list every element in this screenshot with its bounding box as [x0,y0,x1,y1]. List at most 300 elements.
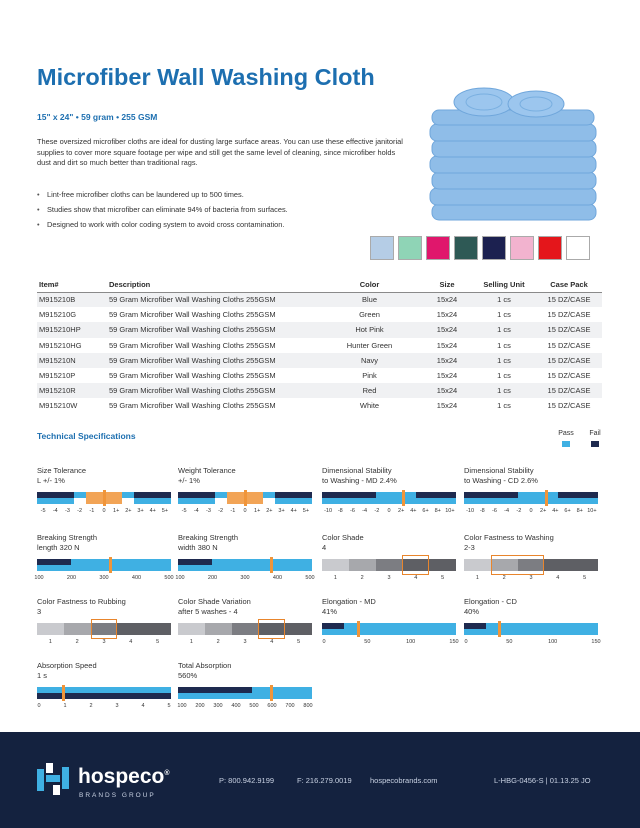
spec-highlight [91,619,118,639]
spec-tick-label: 500 [305,575,315,581]
spec-highlight [491,555,545,575]
column-header: Case Pack [536,277,602,292]
spec-tick-label: 5 [297,639,301,645]
color-swatch [510,236,534,260]
feature-item: • Lint-free microfiber cloths can be laundered up to 500 times. [37,190,409,205]
table-cell: M915210HP [37,322,107,337]
spec-label-value: L +/- 1% [37,476,65,485]
spec-tick-label: 800 [303,703,313,709]
spec-tick-label: 3+ [278,508,285,514]
spec-tick-label: 100 [34,575,44,581]
spec-tick-label: 500 [164,575,174,581]
spec-label-value: 4 [322,543,327,552]
spec-tick-label: 5+ [302,508,310,514]
spec-gauge [178,597,312,657]
table-cell: 1 cs [497,340,511,350]
table-cell: 1 cs [472,292,536,307]
spec-bar-segment [37,693,171,699]
column-header: Selling Unit [472,277,536,292]
spec-label-value: length 320 N [37,543,80,552]
spec-tick-label: 3 [243,639,247,645]
spec-bar-segment [322,629,456,635]
spec-tick-label: 400 [272,575,283,581]
spec-bar-segment [464,629,598,635]
spec-bar-segment [71,559,172,565]
spec-tick-label: -4 [362,508,368,514]
spec-gauge [37,466,171,526]
spec-label-line: Absorption Speed [37,661,97,670]
spec-tick-label: 5+ [161,508,169,514]
table-cell: 59 Gram Microfiber Wall Washing Cloths 255GSM [107,353,317,368]
table-row [37,353,602,368]
spec-label [37,661,97,681]
spec-bar-segment [518,492,558,504]
table-cell: 15x24 [422,383,472,398]
column-header: Item# [37,277,107,292]
table-cell: 59 Gram Microfiber Wall Washing Cloths 255GSM [109,310,276,320]
spec-marker [545,490,548,506]
spec-tick-label: -10 [324,508,333,514]
table-cell: M915210P [39,371,76,381]
spec-tick-label: 8+ [434,508,441,514]
spec-bar [37,687,171,699]
spec-bar [37,623,171,635]
spec-gauge [178,466,312,526]
table-row [37,338,602,353]
color-swatch [454,236,478,260]
spec-tick-label: 5 [167,703,171,709]
spec-label [322,466,397,486]
spec-bar-segment [205,623,232,635]
spec-label [37,466,86,486]
spec-bar-segment [144,623,171,635]
spec-bar-segment [61,498,73,504]
spec-ticks [34,575,174,583]
color-swatches [370,236,590,260]
spec-bar [322,623,456,635]
spec-bar [178,559,312,571]
spec-label [464,597,517,617]
product-description: These oversized microfiber cloths are ideal for dusting large surface areas. You can use these effective janitorial supplies to cover more square footage per wipe and still get the same level of cleaning, since microfiber holds dust and dirt so much better than traditional rags. [37,137,403,168]
table-cell: Hunter Green [346,340,393,350]
spec-tick-label: -4 [193,508,199,514]
spec-tick-label: -2 [374,508,380,514]
spec-marker [62,685,65,701]
spec-tick-label: 0 [37,703,41,709]
spec-label-line: Dimensional Stability [322,466,392,475]
feature-list [37,190,409,235]
product-photo [424,82,604,230]
spec-tick-label: 200 [195,703,205,709]
spec-bar-segment [416,498,456,504]
spec-marker [402,490,405,506]
spec-tick-label: 4 [129,639,133,645]
spec-tick-label: 1+ [254,508,261,514]
spec-tick-label: -4 [52,508,58,514]
spec-label [37,533,97,553]
spec-label [178,661,231,681]
table-cell: 15x24 [436,401,458,411]
spec-label [322,597,376,617]
spec-bar-segment [49,498,61,504]
spec-tick-label: 2+ [398,508,405,514]
table-cell: Red [317,383,422,398]
spec-tick-label: -5 [40,508,46,514]
spec-bar-segment [64,623,91,635]
spec-bar-segment [300,498,312,504]
spec-tick-label: 1 [189,639,193,645]
spec-ticks [37,703,171,711]
spec-tick-label: 700 [285,703,295,709]
table-cell: 1 cs [472,353,536,368]
spec-tick-label: 8+ [576,508,583,514]
footer-website[interactable]: hospecobrands.com [370,776,438,785]
footer-fax: F: 216.279.0019 [297,776,352,785]
spec-ticks [178,508,312,516]
spec-bar-segment [322,498,376,504]
legend-fail-swatch [591,441,599,447]
spec-tick-label: 100 [406,639,416,645]
table-cell: White [359,401,380,411]
spec-marker [498,621,501,637]
spec-gauge [175,533,315,593]
spec-tick-label: 1 [475,575,479,581]
spec-tick-label: -2 [77,508,83,514]
spec-bar-segment [178,623,205,635]
spec-tick-label: 150 [449,639,459,645]
spec-ticks [464,508,598,516]
spec-bar-segment [486,623,598,629]
spec-bar-segment [376,559,403,571]
spec-label-line: Breaking Strength [178,533,239,542]
spec-tick-label: 1+ [113,508,120,514]
spec-label-value: 2-3 [464,543,475,552]
spec-ticks [322,508,456,516]
spec-tick-label: 5 [583,575,587,581]
table-cell: 15 DZ/CASE [536,322,602,337]
spec-ticks [322,575,456,583]
color-swatch [370,236,394,260]
spec-tick-label: 2 [502,575,506,581]
spec-tick-label: 300 [99,575,109,581]
spec-ticks [178,703,312,711]
spec-bar-segment [37,565,171,571]
page-title: Microfiber Wall Washing Cloth [37,64,375,90]
spec-tick-label: 4+ [149,508,156,514]
brand-name: hospeco® [78,765,170,788]
spec-ticks [464,575,598,583]
spec-marker [357,621,360,637]
spec-bar-segment [263,492,275,498]
spec-tick-label: 100 [175,575,185,581]
spec-label-value: to Washing - MD 2.4% [322,476,397,485]
table-cell: M915210N [37,353,107,368]
table-cell: 15 DZ/CASE [547,340,591,350]
spec-label-value: 560% [178,671,198,680]
table-cell: 1 cs [472,322,536,337]
spec-bar-segment [429,559,456,571]
spec-bar [178,623,312,635]
spec-tick-label: 1 [333,575,337,581]
spec-label-value: 41% [322,607,338,616]
footer-phone: P: 800.942.9199 [219,776,275,785]
specs-title: Technical Specifications [37,431,136,441]
spec-tick-label: 300 [213,703,223,709]
spec-tick-label: 0 [243,508,247,514]
spec-tick-label: 100 [548,639,558,645]
spec-ticks [175,575,315,583]
spec-tick-label: 2 [360,575,364,581]
spec-gauge [322,466,456,526]
spec-bar-segment [349,559,376,571]
spec-gauge [464,466,598,526]
footer [0,732,640,828]
spec-tick-label: 4 [270,639,274,645]
spec-tick-label: 4 [556,575,560,581]
spec-tick-label: -8 [479,508,485,514]
brand-subtitle: BRANDS GROUP [79,792,156,799]
spec-tick-label: 2+ [540,508,547,514]
spec-marker [270,557,273,573]
color-swatch [538,236,562,260]
spec-ticks [37,639,171,647]
color-swatch [426,236,450,260]
table-cell: 15x24 [422,353,472,368]
spec-bar-segment [190,498,202,504]
spec-tick-label: -2 [516,508,522,514]
footer-doc-code: L-HBG-0456-S | 01.13.25 JO [494,776,591,785]
spec-label [178,533,238,553]
spec-label [178,466,236,486]
spec-bar-segment [134,498,146,504]
table-cell: 15x24 [422,292,472,307]
spec-tick-label: 0 [102,508,106,514]
spec-tick-label: 50 [506,639,513,645]
table-cell: 15x24 [436,371,458,381]
spec-bar-segment [215,492,227,498]
spec-tick-label: 5 [156,639,160,645]
table-cell: 15 DZ/CASE [536,353,602,368]
spec-bar-segment [202,498,214,504]
spec-bar [464,559,598,571]
table-row [37,292,602,307]
spec-label-line: Size Tolerance [37,466,87,475]
spec-bar-segment [285,623,312,635]
table-row [37,383,602,398]
spec-label-line: Color Shade [322,533,364,542]
spec-tick-label: 0 [387,508,391,514]
table-row [37,307,602,322]
spec-tick-label: 0 [529,508,533,514]
spec-tick-label: 0 [464,639,468,645]
spec-tick-label: 5 [441,575,445,581]
spec-tick-label: 200 [66,575,77,581]
spec-bar [322,559,456,571]
spec-tick-label: 2 [75,639,79,645]
spec-tick-label: 50 [364,639,371,645]
spec-tick-label: 3+ [137,508,144,514]
spec-tick-label: 3 [102,639,106,645]
spec-bar-segment [464,498,518,504]
table-cell: 59 Gram Microfiber Wall Washing Cloths 255GSM [107,292,317,307]
spec-gauge [178,661,312,721]
spec-ticks [322,639,459,647]
spec-tick-label: 3 [115,703,119,709]
hospeco-logo-icon [37,763,69,795]
legend-fail [584,430,606,447]
spec-bar-segment [74,492,86,498]
spec-label-line: Weight Tolerance [178,466,236,475]
spec-label-line: Elongation - MD [322,597,376,606]
spec-tick-label: 4+ [410,508,417,514]
table-cell: 15 DZ/CASE [536,292,602,307]
spec-tick-label: -1 [230,508,236,514]
spec-label-line: Color Shade Variation [178,597,251,606]
table-cell: 59 Gram Microfiber Wall Washing Cloths 255GSM [109,401,276,411]
table-cell: Hot Pink [317,322,422,337]
spec-tick-label: 3 [529,575,533,581]
spec-marker [244,490,247,506]
spec-tick-label: 300 [240,575,250,581]
spec-tick-label: -6 [350,508,355,514]
spec-label-value: +/- 1% [178,476,200,485]
spec-tick-label: 2+ [125,508,132,514]
table-cell: 59 Gram Microfiber Wall Washing Cloths 255GSM [109,371,276,381]
spec-bar-segment [232,623,259,635]
spec-bar-segment [212,559,313,565]
spec-tick-label: 2+ [266,508,273,514]
spec-tick-label: 3 [387,575,391,581]
spec-tick-label: 500 [249,703,259,709]
spec-bar [464,623,598,635]
spec-label-value: 40% [464,607,480,616]
spec-marker [109,557,112,573]
spec-bar-segment [117,623,144,635]
spec-bar-segment [544,559,571,571]
table-cell: 1 cs [497,310,511,320]
spec-label-line: Dimensional Stability [464,466,534,475]
spec-label-line: Color Fastness to Rubbing [37,597,126,606]
spec-bar [178,492,312,504]
column-header: Description [107,277,317,292]
spec-tick-label: -5 [181,508,187,514]
table-cell: 59 Gram Microfiber Wall Washing Cloths 255GSM [107,383,317,398]
spec-gauge [464,597,601,657]
table-row [37,398,602,413]
spec-tick-label: 100 [177,703,187,709]
table-cell: Green [359,310,380,320]
spec-tick-label: 0 [322,639,326,645]
legend-fail-label: Fail [589,430,601,437]
spec-label [178,597,251,617]
spec-bar-segment [252,687,312,693]
legend-pass-swatch [562,441,570,447]
spec-bar-segment [147,498,159,504]
spec-ticks [464,639,601,647]
spec-tick-label: -3 [206,508,211,514]
spec-tick-label: 4+ [552,508,559,514]
spec-bar [464,492,598,504]
table-cell: Blue [317,292,422,307]
color-swatch [482,236,506,260]
spec-label-line: Color Fastness to Washing [464,533,554,542]
spec-tick-label: 4+ [290,508,297,514]
spec-label-value: 1 s [37,671,48,680]
table-cell: M915210R [37,383,107,398]
table-cell: 59 Gram Microfiber Wall Washing Cloths 255GSM [107,322,317,337]
spec-gauge [37,661,171,721]
table-cell: 1 cs [497,401,511,411]
spec-bar-segment [464,559,491,571]
spec-bar-segment [571,559,598,571]
feature-item: • Designed to work with color coding system to avoid cross contamination. [37,220,409,235]
spec-tick-label: -4 [504,508,510,514]
spec-bar-segment [344,623,456,629]
table-body [37,292,602,414]
table-cell: Navy [317,353,422,368]
spec-label-value: to Washing - CD 2.6% [464,476,538,485]
spec-label [464,533,554,553]
table-header [37,277,602,292]
spec-bar-segment [178,693,312,699]
spec-bar-segment [288,498,300,504]
spec-bar [178,687,312,699]
spec-tick-label: -10 [466,508,475,514]
spec-bar-segment [558,498,598,504]
spec-gauge [34,533,174,593]
spec-gauge [322,597,459,657]
spec-label-value: width 380 N [178,543,218,552]
spec-bar-segment [322,559,349,571]
spec-tick-label: 200 [207,575,218,581]
table-cell: 59 Gram Microfiber Wall Washing Cloths 255GSM [109,340,276,350]
spec-label [464,466,538,486]
spec-tick-label: -3 [65,508,70,514]
spec-tick-label: 400 [131,575,142,581]
spec-label [322,533,364,553]
spec-gauge [322,533,456,593]
spec-label-line: Total Absorption [178,661,232,670]
spec-ticks [178,639,312,647]
spec-gauge [464,533,598,593]
spec-bar-segment [376,492,416,504]
spec-bar-segment [37,623,64,635]
table-cell: 15x24 [436,310,458,320]
column-header: Size [422,277,472,292]
spec-highlight [258,619,285,639]
table-cell: 1 cs [472,383,536,398]
spec-tick-label: 600 [267,703,277,709]
spec-label-value: 3 [37,607,42,616]
legend-pass-label: Pass [558,430,574,437]
spec-tick-label: -1 [89,508,95,514]
spec-label-line: Breaking Strength [37,533,98,542]
table-cell: 15 DZ/CASE [547,310,591,320]
spec-gauge [37,597,171,657]
spec-tick-label: 1 [63,703,67,709]
spec-tick-label: 6+ [564,508,571,514]
color-swatch [566,236,590,260]
table-cell: M915210G [39,310,77,320]
spec-bar-segment [37,498,49,504]
spec-tick-label: 10+ [587,508,597,514]
spec-marker [270,685,273,701]
legend-pass [555,430,577,447]
spec-tick-label: -8 [337,508,343,514]
spec-tick-label: 4 [141,703,145,709]
spec-tick-label: 1 [48,639,52,645]
table-cell: 15x24 [422,322,472,337]
